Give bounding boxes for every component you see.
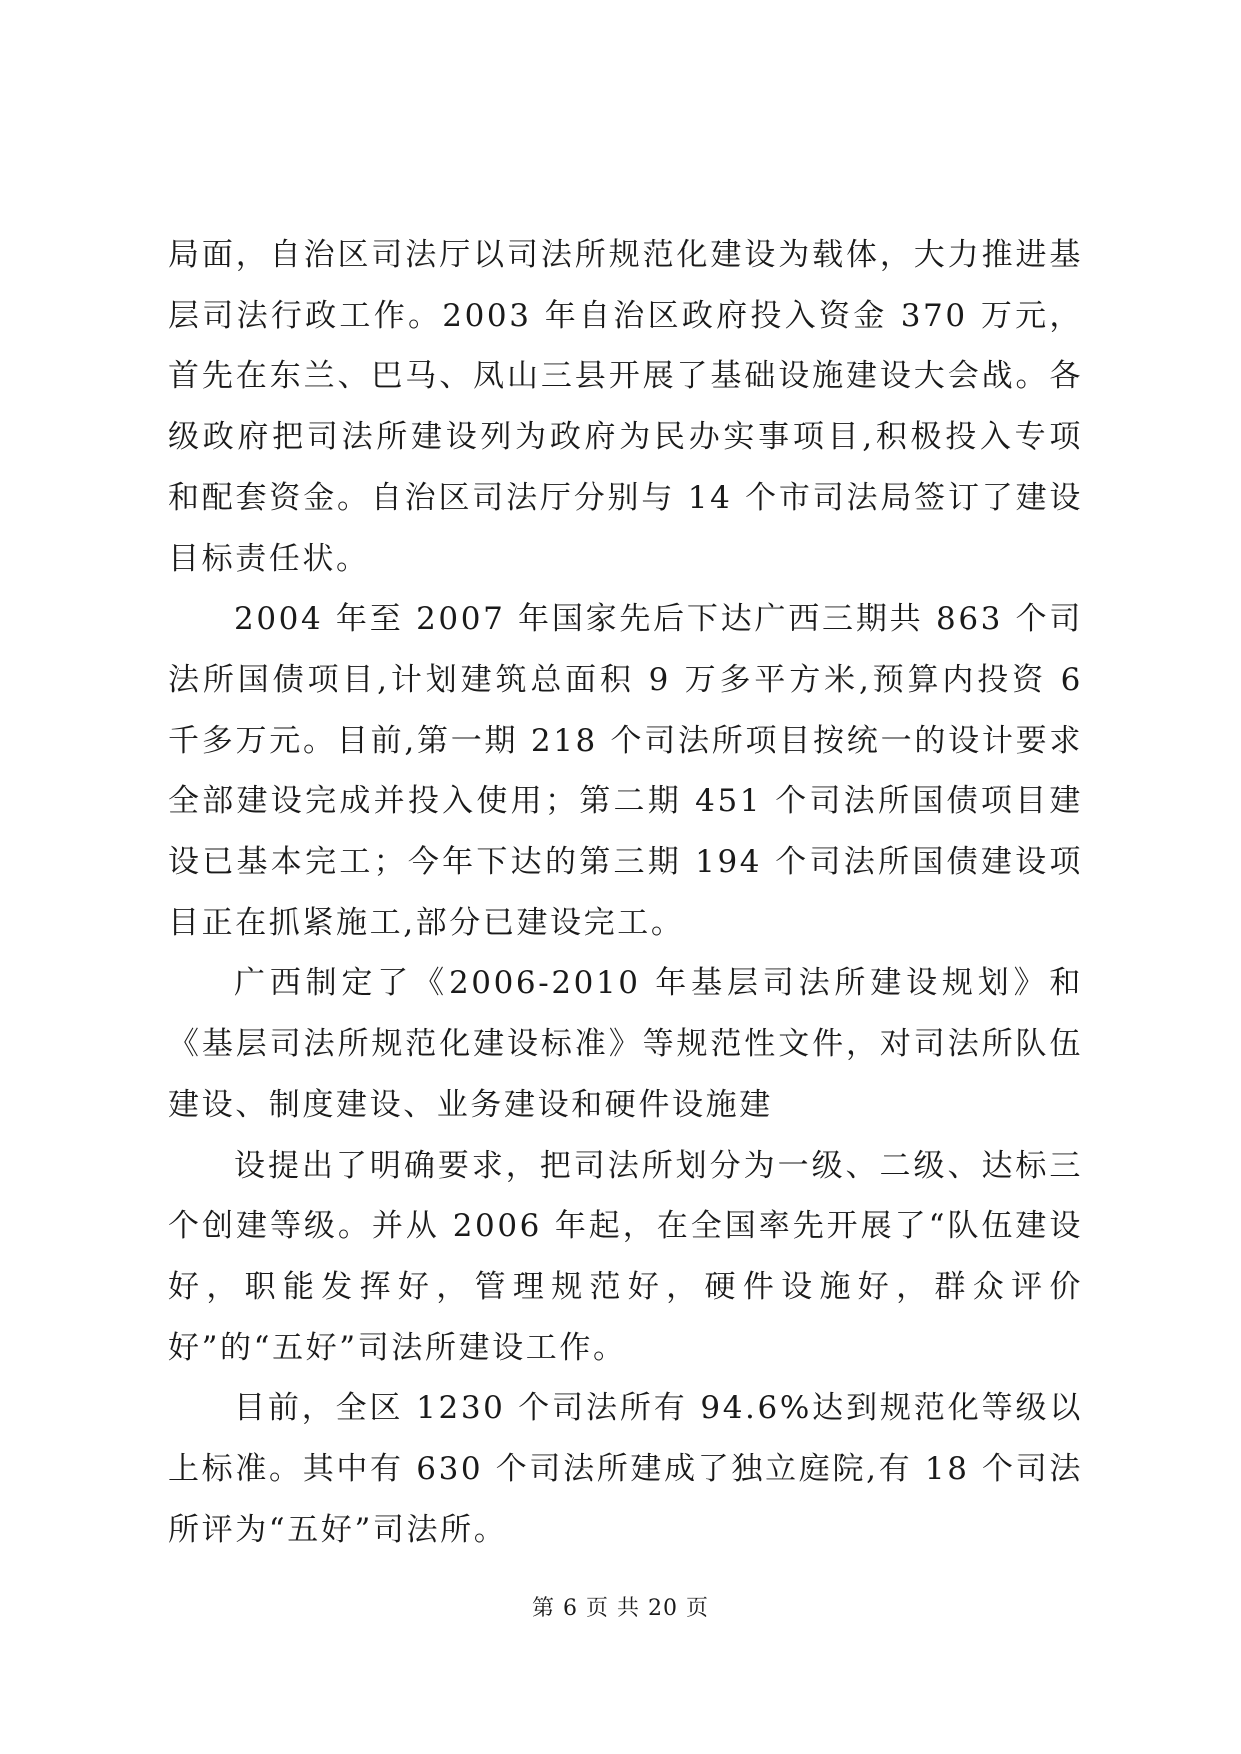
paragraph-2: 2004 年至 2007 年国家先后下达广西三期共 863 个司法所国债项目,计划建筑总面积 9 万多平方米,预算内投资 6 千多万元。目前,第一期 218 个司法所项目按统一的设计要求全部建设完成并投入使用；第二期 451 个司法所国债项目建设已基本完工；今年下达的第三期 194 个司法所国债建设项目正在抓紧施工,部分已建设完工。 (168, 601, 1083, 941)
paragraph-3: 广西制定了《2006-2010 年基层司法所建设规划》和《基层司法所规范化建设标准》等规范性文件，对司法所队伍建设、制度建设、业务建设和硬件设施建 (168, 965, 1083, 1123)
paragraph-1: 局面，自治区司法厅以司法所规范化建设为载体，大力推进基层司法行政工作。2003 年自治区政府投入资金 370 万元，首先在东兰、巴马、凤山三县开展了基础设施建设大会战。各级政府把司法所建设列为政府为民办实事项目,积极投入专项和配套资金。自治区司法厅分别与 14 个市司法局签订了建设目标责任状。 (168, 237, 1083, 577)
paragraph-4: 设提出了明确要求，把司法所划分为一级、二级、达标三个创建等级。并从 2006 年起，在全国率先开展了“队伍建设好，职能发挥好，管理规范好，硬件设施好，群众评价好”的“五好”司法所建设工作。 (168, 1147, 1083, 1366)
paragraph-5: 目前，全区 1230 个司法所有 94.6%达到规范化等级以上标准。其中有 630 个司法所建成了独立庭院,有 18 个司法所评为“五好”司法所。 (168, 1390, 1083, 1548)
page-number-footer: 第 6 页 共 20 页 (532, 1596, 709, 1621)
document-body (168, 225, 1083, 1560)
